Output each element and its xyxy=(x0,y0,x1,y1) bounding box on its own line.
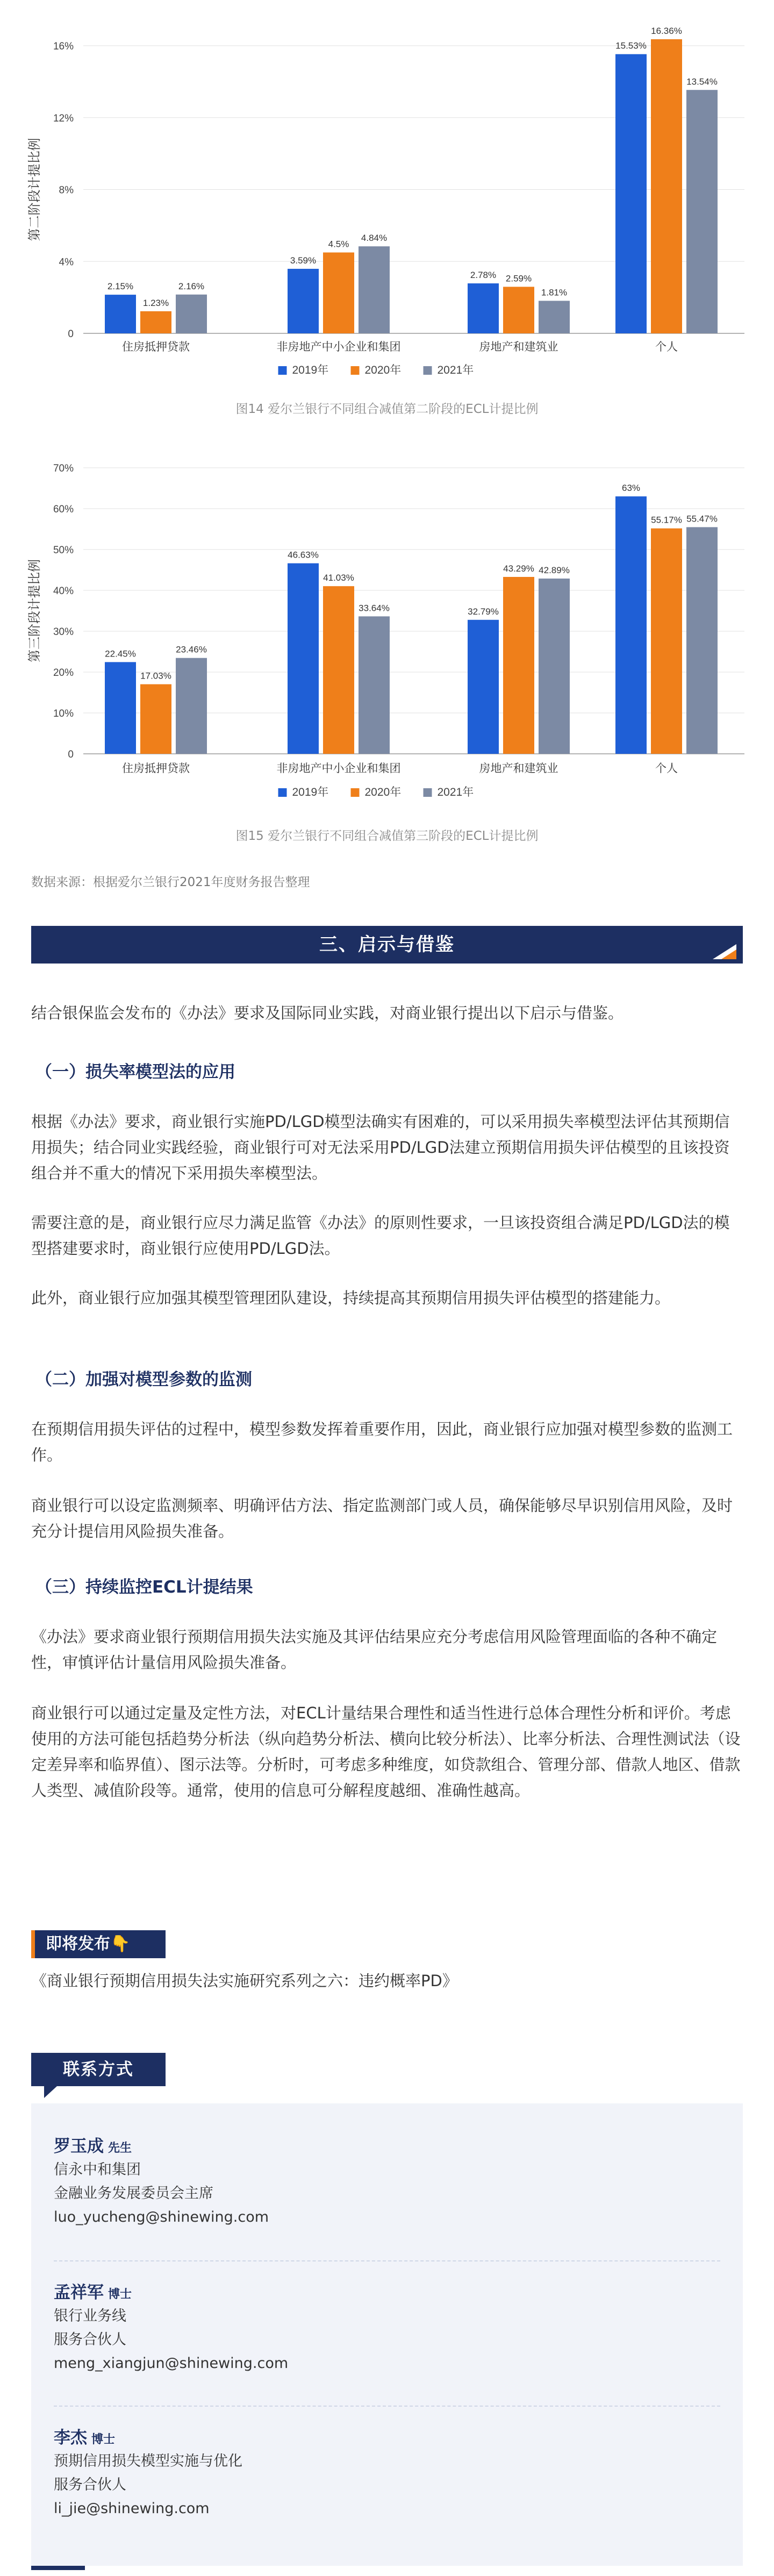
coming-soon-label: 即将发布👇 xyxy=(31,1930,166,1958)
x-category-label: 非房地产中小企业和集团 xyxy=(276,341,401,353)
bar xyxy=(140,311,171,333)
contact-role: 金融业务发展委员会主席 xyxy=(54,2185,213,2202)
bar-value-label: 1.23% xyxy=(142,297,169,308)
y-tick-label: 12% xyxy=(53,112,74,124)
paragraph-loss-rate-2: 需要注意的是，商业银行应尽力满足监管《办法》的原则性要求，一旦该投资组合满足PD/LGD法的模型搭建要求时，商业银行应使用PD/LGD法。 xyxy=(31,1214,730,1258)
bar xyxy=(468,620,499,754)
x-category-label: 个人 xyxy=(655,341,678,353)
contact-role: 服务合伙人 xyxy=(54,2477,126,2493)
bar-value-label: 16.36% xyxy=(651,25,682,36)
bar xyxy=(615,496,647,754)
legend-label: 2021年 xyxy=(437,364,474,376)
contact-card xyxy=(54,2281,720,2375)
legend-label: 2021年 xyxy=(437,786,474,798)
bar-value-label: 63% xyxy=(621,483,641,494)
y-axis-title: 第二阶段计提比例 xyxy=(27,138,42,241)
subheading-ecl-monitoring: （三）持续监控ECL计提结果 xyxy=(35,1578,253,1597)
x-category-label: 个人 xyxy=(655,762,678,775)
y-tick-label: 20% xyxy=(53,667,74,679)
x-category-label: 房地产和建筑业 xyxy=(479,762,558,775)
contact-divider xyxy=(54,2260,720,2261)
bar-value-label: 55.17% xyxy=(651,515,682,525)
coming-soon-title[interactable]: 《商业银行预期信用损失法实施研究系列之六：违约概率PD》 xyxy=(31,1972,458,1990)
paragraph-ecl-2: 商业银行可以通过定量及定性方法，对ECL计量结果合理性和适当性进行总体合理性分析和评价。考虑使用的方法可能包括趋势分析法（纵向趋势分析法、横向比较分析法）、比率分析法、合理性测试法（设定差异率和临界值）、图示法等。分析时，可考虑多种维度，如贷款组合、管理分部、借款人地区、借款人类型、减值阶段等。通常，使用的信息可分解程度越细、准确性越高。 xyxy=(31,1704,741,1800)
legend-swatch xyxy=(278,366,287,375)
contact-org: 预期信用损失模型实施与优化 xyxy=(54,2453,242,2470)
bar-value-label: 3.59% xyxy=(290,255,317,266)
data-source-note: 数据来源：根据爱尔兰银行2021年度财务报告整理 xyxy=(31,875,310,889)
y-tick-label: 8% xyxy=(59,184,74,196)
bar-value-label: 15.53% xyxy=(615,40,647,51)
bar-value-label: 46.63% xyxy=(288,550,319,560)
bar xyxy=(105,295,136,333)
paragraph-monitoring-2: 商业银行可以设定监测频率、明确评估方法、指定监测部门或人员，确保能够尽早识别信用风险，及时充分计提信用风险损失准备。 xyxy=(31,1496,733,1540)
bar-value-label: 42.89% xyxy=(539,565,570,576)
contact-name: 孟祥军 xyxy=(54,2283,104,2302)
y-tick-label: 0 xyxy=(68,329,74,340)
paragraph-ecl-1: 《办法》要求商业银行预期信用损失法实施及其评估结果应充分考虑信用风险管理面临的各种不确定性，审慎评估计量信用风险损失准备。 xyxy=(31,1628,718,1672)
bar-value-label: 23.46% xyxy=(176,644,207,655)
bar-value-label: 13.54% xyxy=(686,76,718,87)
bar xyxy=(615,54,647,333)
contact-divider xyxy=(54,2406,720,2407)
contact-title: 先生 xyxy=(108,2142,132,2155)
bar-value-label: 2.15% xyxy=(107,281,134,292)
y-tick-label: 0 xyxy=(68,749,74,760)
legend-label: 2020年 xyxy=(364,364,402,376)
bar xyxy=(651,529,682,754)
x-category-label: 住房抵押贷款 xyxy=(122,341,190,353)
contacts-tab-tail xyxy=(44,2086,57,2098)
legend-swatch xyxy=(351,366,360,375)
legend-label: 2019年 xyxy=(292,786,329,798)
y-tick-label: 4% xyxy=(59,256,74,268)
chart-stage3 xyxy=(0,441,774,828)
bar xyxy=(105,662,136,754)
y-tick-label: 50% xyxy=(53,545,74,556)
bar xyxy=(176,295,207,333)
legend-label: 2020年 xyxy=(364,786,402,798)
y-tick-label: 10% xyxy=(53,708,74,719)
contact-email[interactable]: luo_yucheng@shinewing.com xyxy=(54,2209,269,2225)
contact-name: 李杰 xyxy=(54,2428,87,2447)
chart-stage3-svg xyxy=(0,441,774,828)
chart-stage2 xyxy=(0,0,774,398)
bar xyxy=(539,301,570,333)
footer-accent-bar xyxy=(31,2566,85,2570)
chart-stage2-svg xyxy=(0,0,774,398)
bar-value-label: 2.59% xyxy=(505,273,532,284)
y-tick-label: 40% xyxy=(53,586,74,597)
contact-name: 罗玉成 xyxy=(54,2137,104,2156)
bar xyxy=(651,39,682,333)
bar xyxy=(686,527,718,754)
bar xyxy=(539,579,570,754)
legend-swatch xyxy=(351,788,360,797)
section-title-banner xyxy=(31,926,743,964)
bar-value-label: 4.84% xyxy=(361,233,388,244)
bar-value-label: 2.16% xyxy=(178,281,205,291)
bar-value-label: 17.03% xyxy=(140,670,171,681)
y-tick-label: 60% xyxy=(53,504,74,515)
legend-swatch xyxy=(424,788,432,797)
legend-swatch xyxy=(278,788,287,797)
banner-corner-icon xyxy=(713,944,736,959)
bar xyxy=(468,283,499,333)
paragraph-loss-rate-3: 此外，商业银行应加强其模型管理团队建设，持续提高其预期信用损失评估模型的搭建能力。 xyxy=(31,1289,671,1307)
bar xyxy=(176,658,207,754)
subheading-parameter-monitoring: （二）加强对模型参数的监测 xyxy=(35,1370,252,1389)
contact-org: 信永中和集团 xyxy=(54,2161,141,2178)
contact-card xyxy=(54,2426,720,2521)
section-title: 三、启示与借鉴 xyxy=(319,934,455,955)
y-tick-label: 16% xyxy=(53,41,74,52)
legend-swatch xyxy=(424,366,432,375)
bar xyxy=(140,684,171,754)
bar xyxy=(288,563,319,754)
y-tick-label: 70% xyxy=(53,463,74,474)
bar-value-label: 33.64% xyxy=(359,603,390,613)
paragraph-loss-rate-1: 根据《办法》要求，商业银行实施PD/LGD模型法确实有困难的，可以采用损失率模型法评估其预期信用损失；结合同业实践经验，商业银行可对无法采用PD/LGD法建立预期信用损失评估模型的且该投资组合并不重大的情况下采用损失率模型法。 xyxy=(31,1112,730,1182)
contact-email[interactable]: li_jie@shinewing.com xyxy=(54,2500,210,2517)
bar-value-label: 41.03% xyxy=(323,573,354,583)
bar xyxy=(323,253,354,333)
contact-card xyxy=(54,2135,720,2229)
bar-value-label: 4.5% xyxy=(328,239,349,249)
bar xyxy=(503,287,534,333)
bar-value-label: 32.79% xyxy=(468,606,499,617)
bar xyxy=(359,616,390,754)
bar xyxy=(323,586,354,754)
bar xyxy=(503,577,534,754)
chart-stage2-caption: 图14 爱尔兰银行不同组合减值第二阶段的ECL计提比例 xyxy=(235,402,539,416)
y-tick-label: 30% xyxy=(53,626,74,638)
x-category-label: 住房抵押贷款 xyxy=(122,762,190,775)
bar-value-label: 1.81% xyxy=(541,287,568,298)
x-category-label: 非房地产中小企业和集团 xyxy=(276,762,401,775)
y-axis-title: 第三阶段计提比例 xyxy=(27,559,42,662)
bar-value-label: 2.78% xyxy=(470,270,497,281)
bar-value-label: 43.29% xyxy=(503,563,534,574)
contact-role: 服务合伙人 xyxy=(54,2331,126,2348)
bar xyxy=(359,246,390,333)
chart-stage3-caption: 图15 爱尔兰银行不同组合减值第三阶段的ECL计提比例 xyxy=(235,829,539,843)
contacts-heading: 联系方式 xyxy=(31,2053,166,2086)
bar-value-label: 22.45% xyxy=(105,648,136,659)
legend-label: 2019年 xyxy=(292,364,329,376)
bar-value-label: 55.47% xyxy=(686,513,718,524)
contacts-panel xyxy=(31,2103,743,2566)
contact-title: 博士 xyxy=(108,2288,132,2301)
contact-email[interactable]: meng_xiangjun@shinewing.com xyxy=(54,2355,289,2372)
bar xyxy=(288,269,319,333)
subheading-loss-rate-model: （一）损失率模型法的应用 xyxy=(35,1062,235,1082)
contact-org: 银行业务线 xyxy=(54,2308,126,2324)
section-intro: 结合银保监会发布的《办法》要求及国际同业实践，对商业银行提出以下启示与借鉴。 xyxy=(31,1004,624,1022)
paragraph-monitoring-1: 在预期信用损失评估的过程中，模型参数发挥着重要作用，因此，商业银行应加强对模型参数的监测工作。 xyxy=(31,1420,733,1464)
bar xyxy=(686,90,718,333)
contact-title: 博士 xyxy=(91,2433,116,2446)
x-category-label: 房地产和建筑业 xyxy=(479,341,558,353)
